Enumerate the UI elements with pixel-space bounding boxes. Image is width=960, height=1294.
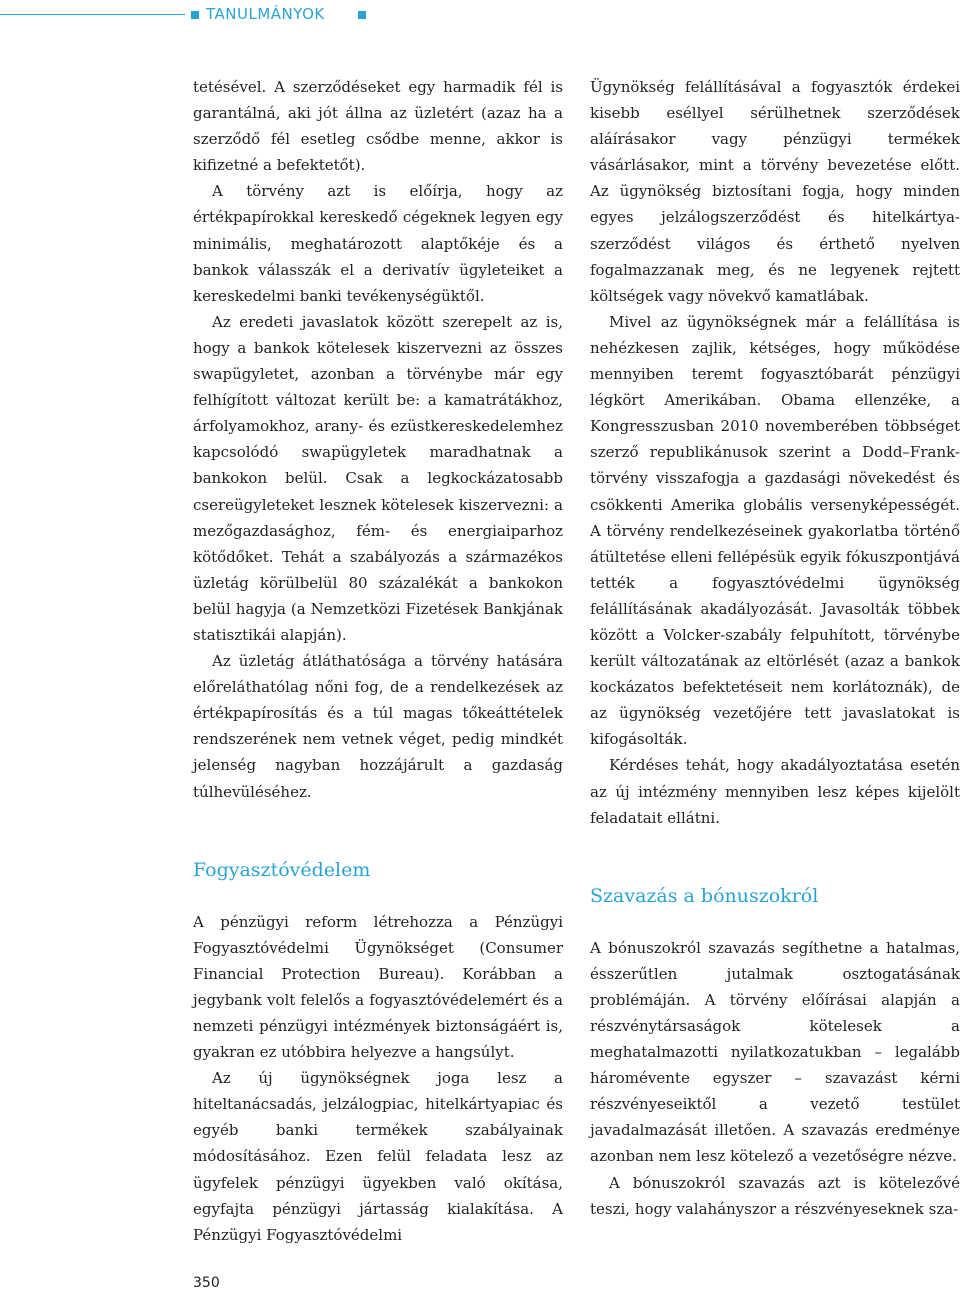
left-column xyxy=(193,74,563,1248)
body-paragraph: Az új ügynökségnek joga lesz a hiteltanácsadás, jelzálogpiac, hitelkártyapiac és egyéb banki termékek szabályainak módosításához. Ezen felül feladata lesz az ügyfelek pénzügyi ügyekben való okítása, egyfajta pénzügyi jártasság kialakítása. A Pénzügyi Fogyasztóvédelmi xyxy=(193,1069,563,1244)
body-paragraph: Ügynökség felállításával a fogyasztók érdekei kisebb eséllyel sérülhetnek szerződések aláírásakor vagy pénzügyi termékek vásárlásakor, mint a törvény bevezetése előtt. Az ügynökség biztosítani fogja, hogy minden egyes jelzálogszerződést és hitelkártya-szerződést világos és érthető nyelven fogalmazzanak meg, és ne legyenek rejtett költségek vagy növekvő kamatlábak. xyxy=(590,78,960,305)
right-column xyxy=(590,74,960,1222)
body-paragraph: A törvény azt is előírja, hogy az értékpapírokkal kereskedő cégeknek legyen egy minimális, meghatározott alaptőkéje és a bankok válasszák el a derivatív ügyleteiket a kereskedelmi banki tevékenységüktől. xyxy=(193,182,563,305)
body-paragraph: Az üzletág átláthatósága a törvény hatására előreláthatólag nőni fog, de a rendelkezések az értékpapírosítás és a túl magas tőkeáttételek rendszerének nem vetnek véget, pedig mindkét jelenség nagyban hozzájárult a gazdaság túlhevüléséhez. xyxy=(193,652,563,801)
body-paragraph: Az eredeti javaslatok között szerepelt az is, hogy a bankok kötelesek kiszervezni az összes swapügyletet, azonban a törvénybe már egy felhígított változat került be: a kamatrátákhoz, árfolyamokhoz, arany- és ezüstkereskedelemhez kapcsolódó swapügyletek maradhatnak a bankokon belül. Csak a legkockázatosabb csereügyleteket lesznek kötelesek kiszervezni: a mezőgazdasághoz, fém- és energiaiparhoz kötődőket. Tehát a szabályozás a származékos üzletág körülbelül 80 százalékát a bankokon belül hagyja (a Nemzetközi Fizetések Bankjának statisztikái alapján). xyxy=(193,312,563,644)
body-paragraph: A bónuszokról szavazás azt is kötelezővé teszi, hogy valahányszor a részvényeseknek sza- xyxy=(590,1173,960,1218)
body-paragraph: Mivel az ügynökségnek már a felállítása is nehézkesen zajlik, kétséges, hogy működése mennyiben teremt fogyasztóbarát pénzügyi légkört Amerikában. Obama ellenzéke, a Kongresszusban 2010 novemberében többséget szerző republikánusok szerint a Dodd–Frank-törvény visszafogja a gazdasági növekedést és csökkenti Amerika globális versenyképességét. A törvény rendelkezéseinek gyakorlatba történő átültetése elleni fellépésük egyik fókuszpontjává tették a fogyasztóvédelmi ügynökség felállításának akadályozását. Javasolták többek között a Volcker-szabály felpuhított, törvénybe került változatának az eltörlését (azaz a bankok kockázatos befektetéseit nem korlátoznák), de az ügynökség vezetőjére tett javaslatokat is kifogásolták. xyxy=(590,312,960,749)
header-section-label: TANULMÁNYOK xyxy=(206,5,325,23)
header-rule xyxy=(0,14,185,15)
body-paragraph: Kérdéses tehát, hogy akadályoztatása esetén az új intézmény mennyiben lesz képes kijelölt feladatait ellátni. xyxy=(590,756,960,827)
body-paragraph: tetésével. A szerződéseket egy harmadik fél is garantálná, aki jót állna az üzletért (azaz ha a szerződő fél esetleg csődbe menne, akkor is kifizetné a befektetőt). xyxy=(193,78,563,175)
body-paragraph: A bónuszokról szavazás segíthetne a hatalmas, ésszerűtlen jutalmak osztogatásának problémáján. A törvény előírásai alapján a részvénytársaságok kötelesek a meghatalmazotti nyilatkozatukban – legalább háromévente egyszer – szavazást kérni részvényeseiktől a vezető testület javadalmazását illetően. A szavazás eredménye azonban nem lesz kötelező a vezetőségre nézve. xyxy=(590,938,960,1166)
header-square-right-icon xyxy=(358,11,366,19)
body-paragraph: A pénzügyi reform létrehozza a Pénzügyi Fogyasztóvédelmi Ügynökséget (Consumer Financial Protection Bureau). Korábban a jegybank volt felelős a fogyasztóvédelemért és a nemzeti pénzügyi intézmények biztonságáért is, gyakran ez utóbbira helyezve a hangsúlyt. xyxy=(193,912,563,1062)
page-number: 350 xyxy=(193,1275,220,1291)
running-header xyxy=(0,0,380,30)
section-title-consumer-protection: Fogyasztóvédelem xyxy=(193,858,371,881)
header-square-left-icon xyxy=(191,11,199,19)
section-title-bonus-vote: Szavazás a bónuszokról xyxy=(590,884,819,907)
